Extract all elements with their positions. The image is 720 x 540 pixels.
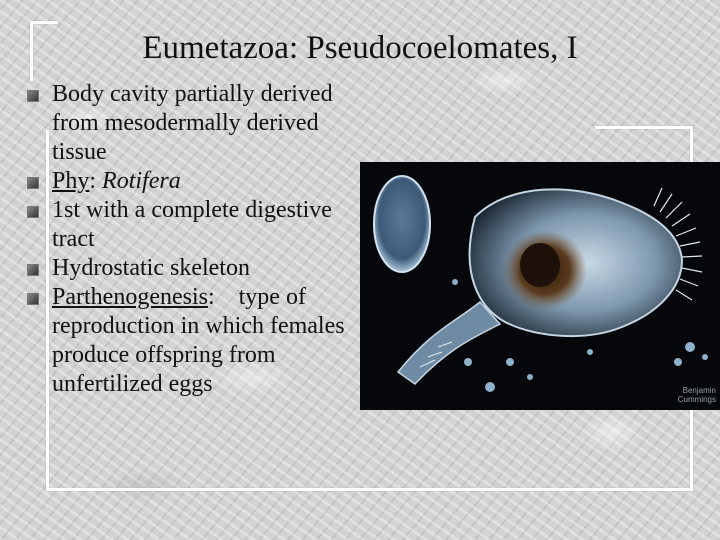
watermark-line: Benjamin — [682, 386, 716, 395]
bullet-parthenogenesis — [22, 283, 367, 399]
bullet-hydrostatic-skeleton — [22, 254, 367, 283]
bullet-term: Parthenogenesis — [52, 284, 208, 310]
egg-shape — [374, 176, 430, 272]
bullet-square-icon — [27, 293, 39, 305]
bullet-square-icon — [27, 206, 39, 218]
frame-line-right-top — [595, 126, 693, 129]
image-watermark — [678, 386, 716, 404]
bullet-phylum — [22, 167, 367, 196]
bullet-body-cavity — [22, 80, 367, 167]
bullet-text: Body cavity partially derived from mesodermally derived tissue — [52, 81, 333, 165]
slide-title: Eumetazoa: Pseudocoelomates, I — [142, 30, 578, 66]
bullet-square-icon — [27, 264, 39, 276]
bullet-list — [22, 80, 367, 399]
bullet-square-icon — [27, 177, 39, 189]
bullet-definition: type of reproduction in which females produce offspring from unfertilized eggs — [52, 284, 345, 397]
bullet-text: Hydrostatic skeleton — [52, 255, 250, 281]
bullet-square-icon — [27, 90, 39, 102]
bullet-separator: : — [89, 168, 103, 194]
rotifer-micrograph — [360, 162, 720, 410]
bullet-definition: Rotifera — [102, 168, 181, 194]
bullet-separator: : — [207, 284, 239, 310]
watermark-line: Cummings — [677, 395, 716, 404]
bullet-text: 1st with a complete digestive tract — [52, 197, 332, 252]
frame-line-top — [30, 21, 58, 24]
rotifer-illustration — [360, 162, 720, 410]
bullet-term: Phy — [52, 168, 90, 194]
frame-line-bottom — [46, 488, 691, 491]
bullet-digestive-tract — [22, 196, 367, 254]
